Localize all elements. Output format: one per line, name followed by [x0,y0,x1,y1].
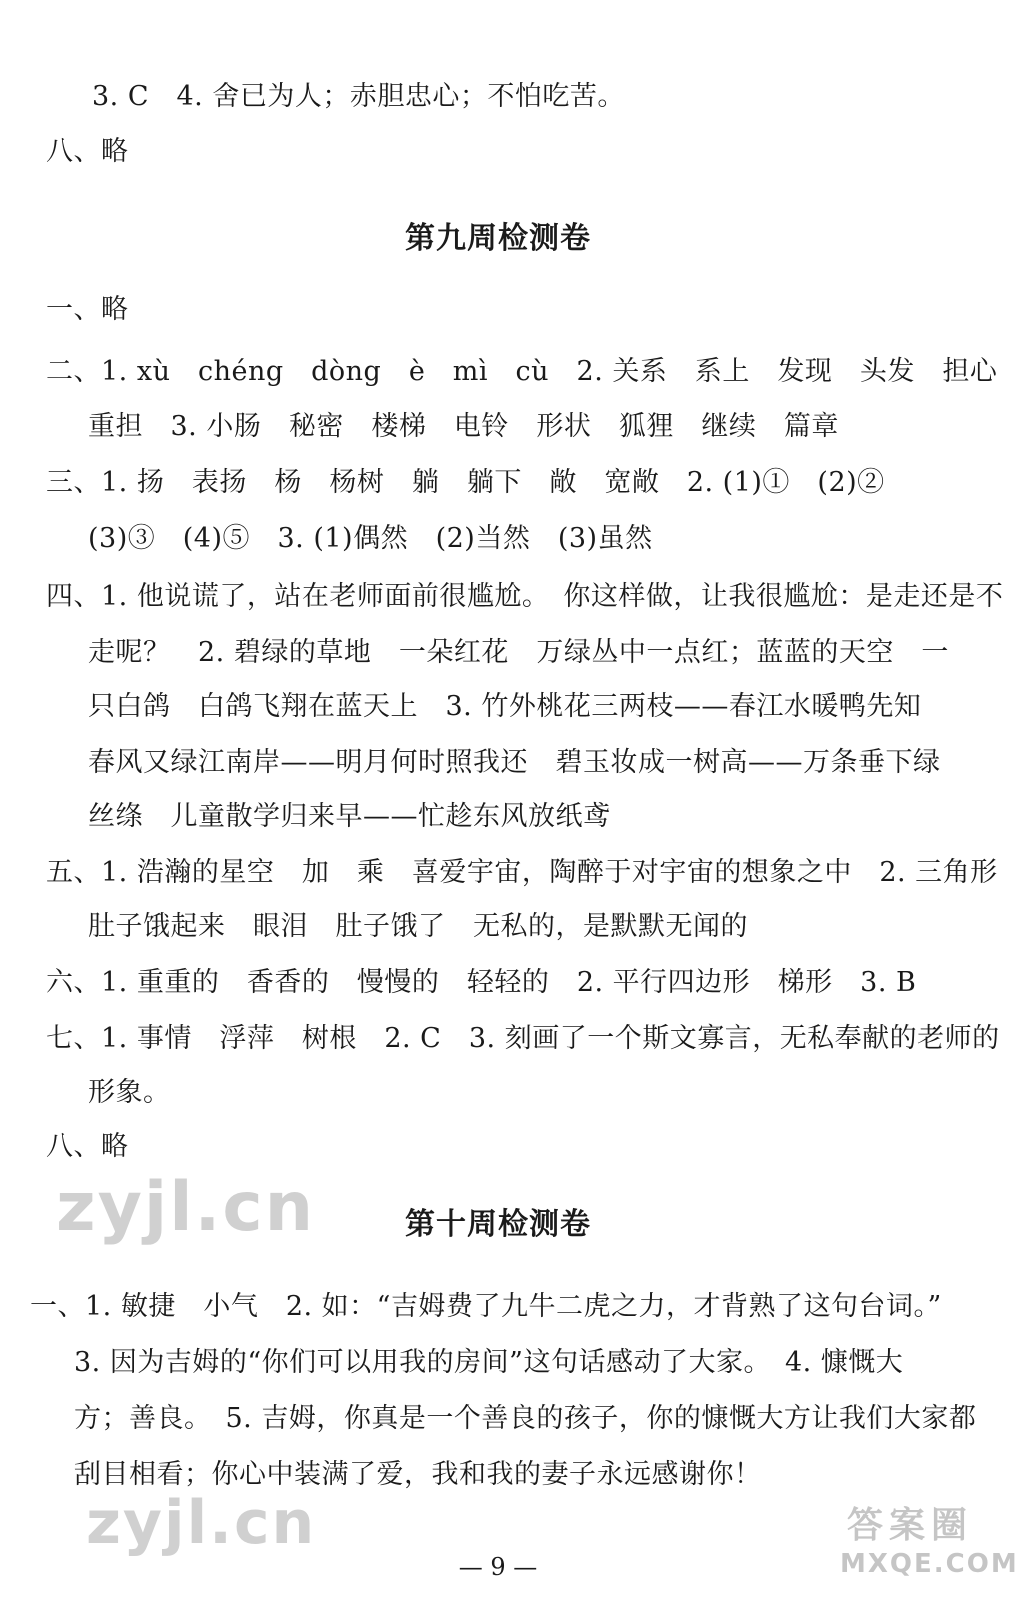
section-title-week9: 第九周检测卷 [405,221,591,256]
answer-line: 一、略 [46,294,129,325]
corner-watermark-domain: MXQE.COM [840,1549,1019,1579]
answer-line: 二、1. xù chéng dòng è mì cù 2. 关系 系上 发现 头发 担心 [46,356,998,387]
watermark-bottom: zyjl.cn [86,1488,317,1558]
answer-line: 肚子饿起来 眼泪 肚子饿了 无私的，是默默无闻的 [88,911,748,942]
answer-line: 六、1. 重重的 香香的 慢慢的 轻轻的 2. 平行四边形 梯形 3. B [46,967,917,998]
answer-line: 丝绦 儿童散学归来早——忙趁东风放纸鸢 [88,801,611,832]
answer-line: 走呢？ 2. 碧绿的草地 一朵红花 万绿丛中一点红；蓝蓝的天空 一 [88,637,949,668]
answer-line: 刮目相看；你心中装满了爱，我和我的妻子永远感谢你！ [74,1459,762,1490]
answer-line: 3. C 4. 舍已为人；赤胆忠心；不怕吃苦。 [92,81,625,112]
answer-line: 七、1. 事情 浮萍 树根 2. C 3. 刻画了一个斯文寡言，无私奉献的老师的 [46,1023,1000,1054]
answer-line: 八、略 [46,1131,129,1162]
page-number: — 9 — [458,1553,538,1581]
answer-line: (3)③ (4)⑤ 3. (1)偶然 (2)当然 (3)虽然 [88,523,653,554]
answer-line: 春风又绿江南岸——明月何时照我还 碧玉妆成一树高——万条垂下绿 [88,747,941,778]
section-title-week10: 第十周检测卷 [405,1207,591,1242]
watermark: zyjl.cn [56,1168,316,1247]
corner-watermark [840,1504,1019,1590]
answer-line: 五、1. 浩瀚的星空 加 乘 喜爱宇宙，陶醉于对宇宙的想象之中 2. 三角形 [46,857,998,888]
corner-watermark-logo: 答案圈 [846,1505,973,1546]
answer-line: 形象。 [88,1077,171,1108]
answer-line: 方；善良。 5. 吉姆，你真是一个善良的孩子，你的慷慨大方让我们大家都 [74,1403,977,1434]
answer-line: 一、1. 敏捷 小气 2. 如：“吉姆费了九牛二虎之力，才背熟了这句台词。” [30,1291,942,1322]
answer-line: 3. 因为吉姆的“你们可以用我的房间”这句话感动了大家。 4. 慷慨大 [74,1347,904,1378]
answer-line: 三、1. 扬 表扬 杨 杨树 躺 躺下 敞 宽敞 2. (1)① (2)② [46,467,885,498]
answer-line: 四、1. 他说谎了，站在老师面前很尴尬。 你这样做，让我很尴尬：是走还是不 [46,581,1004,612]
answer-line: 只白鸽 白鸽飞翔在蓝天上 3. 竹外桃花三两枝——春江水暖鸭先知 [88,691,922,722]
answer-line: 八、略 [46,136,129,167]
answer-line: 重担 3. 小肠 秘密 楼梯 电铃 形状 狐狸 继续 篇章 [88,411,839,442]
